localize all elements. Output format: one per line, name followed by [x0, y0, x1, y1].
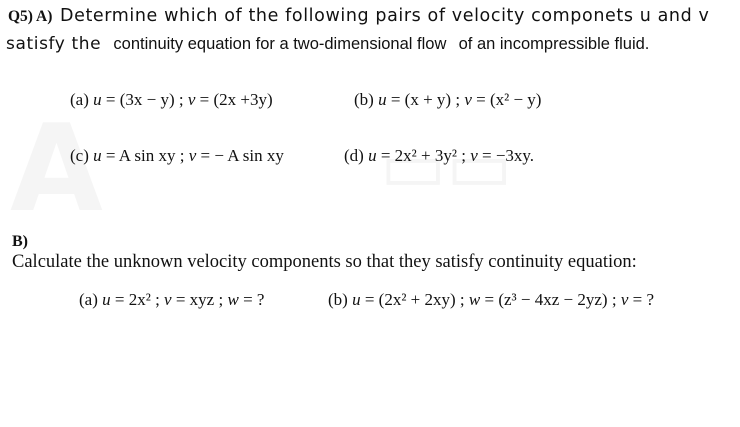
question-number: Q5) A): [8, 8, 53, 25]
pair-c: (c) u = A sin xy ; v = − A sin xy: [70, 146, 284, 165]
part-b-item-a: (a) u = 2x² ; v = xyz ; w = ?: [79, 290, 265, 309]
part-a-prompt-line2: satisfy the continuity equation for a two-dimensional flow of an incompressible fluid.: [6, 34, 650, 54]
part-b-prompt: Calculate the unknown velocity components so that they satisfy continuity equation:: [12, 252, 637, 272]
pair-a: (a) u = (3x − y) ; v = (2x +3y): [70, 90, 273, 109]
pair-d: (d) u = 2x² + 3y² ; v = −3xy.: [344, 146, 535, 165]
background-watermark: [0, 40, 740, 230]
pair-b: (b) u = (x + y) ; v = (x² − y): [354, 90, 542, 109]
part-b-item-b: (b) u = (2x² + 2xy) ; w = (z³ − 4xz − 2yz) ; v = ?: [328, 290, 654, 309]
part-b-label: B): [12, 233, 28, 250]
svg-text:▭▭: [380, 125, 512, 207]
part-a-prompt-line1: Determine which of the following pairs of velocity componets u and v: [60, 6, 710, 26]
part-a-label: A): [36, 8, 53, 25]
